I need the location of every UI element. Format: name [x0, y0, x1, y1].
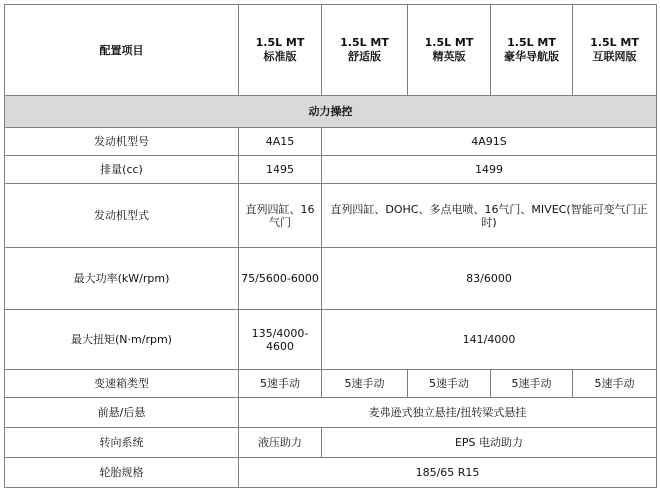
model-trim: 标准版 — [263, 50, 297, 63]
row-label: 发动机型号 — [5, 128, 239, 156]
table-row — [5, 310, 657, 370]
cell-value: 5速手动 — [573, 370, 657, 398]
spec-table — [4, 4, 657, 488]
model-elite-header — [408, 5, 491, 96]
row-label: 发动机型式 — [5, 184, 239, 248]
table-row — [5, 128, 657, 156]
section-title: 动力操控 — [5, 96, 657, 128]
model-luxury-nav-header — [491, 5, 573, 96]
model-standard-header — [239, 5, 322, 96]
row-label: 最大功率(kW/rpm) — [5, 248, 239, 310]
table-row — [5, 370, 657, 398]
table-row — [5, 184, 657, 248]
model-trim: 互联网版 — [592, 50, 637, 63]
cell-value: 83/6000 — [322, 248, 657, 310]
row-label: 最大扭矩(N·m/rpm) — [5, 310, 239, 370]
cell-value: 4A15 — [239, 128, 322, 156]
config-item-header: 配置项目 — [5, 5, 239, 96]
model-spec: 1.5L MT — [255, 36, 305, 49]
row-label: 前悬/后悬 — [5, 398, 239, 428]
model-trim: 舒适版 — [348, 50, 381, 63]
table-row — [5, 458, 657, 488]
cell-value: EPS 电动助力 — [322, 428, 657, 458]
table-row — [5, 428, 657, 458]
row-label: 排量(cc) — [5, 156, 239, 184]
model-trim: 豪华导航版 — [504, 50, 559, 63]
cell-value: 麦弗逊式独立悬挂/扭转梁式悬挂 — [239, 398, 657, 428]
cell-value: 5速手动 — [239, 370, 322, 398]
row-label: 轮胎规格 — [5, 458, 239, 488]
model-spec: 1.5L MT — [507, 36, 556, 49]
row-label: 转向系统 — [5, 428, 239, 458]
model-trim: 精英版 — [432, 50, 466, 63]
cell-value: 75/5600-6000 — [239, 248, 322, 310]
cell-value: 5速手动 — [408, 370, 491, 398]
table-row — [5, 398, 657, 428]
model-internet-header — [573, 5, 657, 96]
model-spec: 1.5L MT — [340, 36, 389, 49]
model-spec: 1.5L MT — [590, 36, 639, 49]
cell-value: 5速手动 — [491, 370, 573, 398]
cell-value: 4A91S — [322, 128, 657, 156]
cell-value: 5速手动 — [322, 370, 408, 398]
cell-value: 直列四缸、DOHC、多点电喷、16气门、MIVEC(智能可变气门正时) — [322, 184, 657, 248]
cell-value: 1495 — [239, 156, 322, 184]
section-row — [5, 96, 657, 128]
cell-value: 135/4000-4600 — [239, 310, 322, 370]
cell-value: 1499 — [322, 156, 657, 184]
table-row — [5, 156, 657, 184]
row-label: 变速箱类型 — [5, 370, 239, 398]
cell-value: 液压助力 — [239, 428, 322, 458]
cell-value: 141/4000 — [322, 310, 657, 370]
cell-value: 185/65 R15 — [239, 458, 657, 488]
model-comfort-header — [322, 5, 408, 96]
header-row — [5, 5, 657, 96]
table-row — [5, 248, 657, 310]
cell-value: 直列四缸、16气门 — [239, 184, 322, 248]
model-spec: 1.5L MT — [424, 36, 474, 49]
